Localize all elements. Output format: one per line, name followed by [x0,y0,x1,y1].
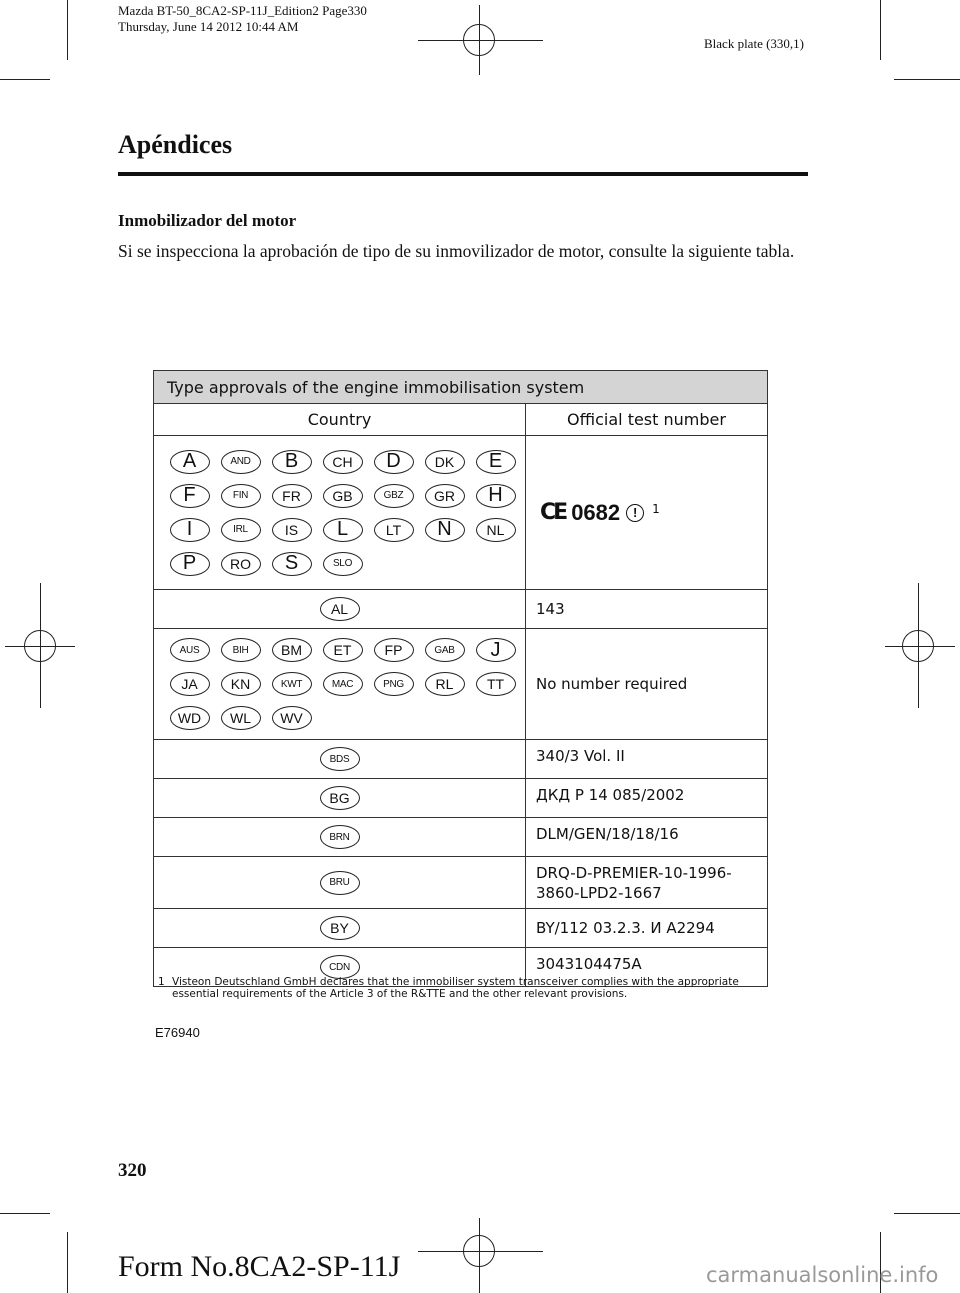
country-code: AUS [170,638,210,662]
test-number: 143 [526,590,768,629]
country-code: BM [272,638,312,662]
country-code: GAB [425,638,465,662]
country-code: LT [374,518,414,542]
country-code: L [323,518,363,542]
country-cell [154,740,526,779]
country-code: J [476,638,516,662]
table-row [154,436,768,590]
test-number: 3043104475A [526,948,768,987]
country-row [158,445,521,479]
country-group-1 [154,436,526,590]
test-number: BY/112 03.2.3. И A2294 [526,909,768,948]
country-code: I [170,518,210,542]
subheading: Inmobilizador del motor [118,211,297,230]
footnote-text: Visteon Deutschland GmbH declares that the immobiliser system transceiver complies with the appropriate essential requirements of the Article 3 of the R&TTE and the other relevant provisions. [172,976,739,1000]
footnote [158,976,758,1000]
intro-paragraph: Si se inspecciona la aprobación de tipo de su inmovilizador de motor, consulte la siguiente tabla. [118,241,795,261]
column-header-number: Official test number [526,404,768,436]
section-divider [118,172,808,176]
country-cell [154,779,526,818]
country-code: JA [170,672,210,696]
test-number: 340/3 Vol. II [526,740,768,779]
country-code: BIH [221,638,261,662]
country-code: AL [320,597,360,621]
ce-number: 0682 [571,499,621,525]
country-code: KN [221,672,261,696]
alert-class-icon: ! [626,504,644,522]
country-code: ET [323,638,363,662]
type-approvals-table [153,370,768,987]
country-code: P [170,552,210,576]
country-code: DK [425,450,465,474]
country-row [158,513,521,547]
table-row [154,629,768,740]
country-code: IRL [221,518,261,542]
country-cell [154,857,526,909]
test-number: No number required [526,629,768,740]
country-code: BRU [320,871,360,895]
country-code: CH [323,450,363,474]
table-title: Type approvals of the engine immobilisation system [154,371,768,404]
country-code: GBZ [374,484,414,508]
print-line-1: Mazda BT-50_8CA2-SP-11J_Edition2 Page330 [118,3,367,18]
country-code: FP [374,638,414,662]
test-number: ДКД Р 14 085/2002 [526,779,768,818]
table-row [154,590,768,629]
section-title: Apéndices [118,130,233,159]
country-code: BRN [320,825,360,849]
country-cell [154,909,526,948]
country-code: IS [272,518,312,542]
country-code: H [476,484,516,508]
country-row [158,547,521,581]
table-row [154,857,768,909]
country-code: D [374,450,414,474]
country-group-2 [154,629,526,740]
country-code: N [425,518,465,542]
test-number: DRQ-D-PREMIER-10-1996-3860-LPD2-1667 [526,857,768,909]
country-code: BG [320,786,360,810]
country-row [158,667,521,701]
country-code: CDN [320,955,360,979]
plate-info: Black plate (330,1) [704,36,804,51]
table-row [154,779,768,818]
country-code: FR [272,484,312,508]
column-header-country: Country [154,404,526,436]
country-row [158,479,521,513]
ce-approval-cell [526,436,768,590]
country-code: WV [272,706,312,730]
country-cell [154,818,526,857]
country-code: NL [476,518,516,542]
ce-approval [536,499,767,525]
country-code: WD [170,706,210,730]
country-row [158,633,521,667]
country-code: GB [323,484,363,508]
country-code: FIN [221,484,261,508]
watermark: carmanualsonline.info [706,1263,939,1287]
country-row [158,701,521,735]
table-row [154,909,768,948]
country-code: AND [221,450,261,474]
country-code: E [476,450,516,474]
country-code: B [272,450,312,474]
form-number: Form No.8CA2-SP-11J [118,1250,401,1283]
table-row [154,740,768,779]
country-code: PNG [374,672,414,696]
figure-id: E76940 [155,1025,200,1040]
footnote-ref: 1 [652,501,660,516]
test-number: DLM/GEN/18/18/16 [526,818,768,857]
country-code: KWT [272,672,312,696]
print-line-2: Thursday, June 14 2012 10:44 AM [118,19,299,34]
country-code: BY [320,916,360,940]
country-code: RL [425,672,465,696]
country-code: GR [425,484,465,508]
print-info [118,3,367,35]
country-code: S [272,552,312,576]
country-code: WL [221,706,261,730]
country-code: RO [221,552,261,576]
country-code: TT [476,672,516,696]
country-code: BDS [320,747,360,771]
country-code: F [170,484,210,508]
page-number: 320 [118,1160,147,1181]
country-code: MAC [323,672,363,696]
ce-mark-icon: CE [540,499,566,525]
country-cell [154,590,526,629]
country-code: A [170,450,210,474]
footnote-number: 1 [158,976,165,988]
country-code: SLO [323,552,363,576]
table-row [154,818,768,857]
